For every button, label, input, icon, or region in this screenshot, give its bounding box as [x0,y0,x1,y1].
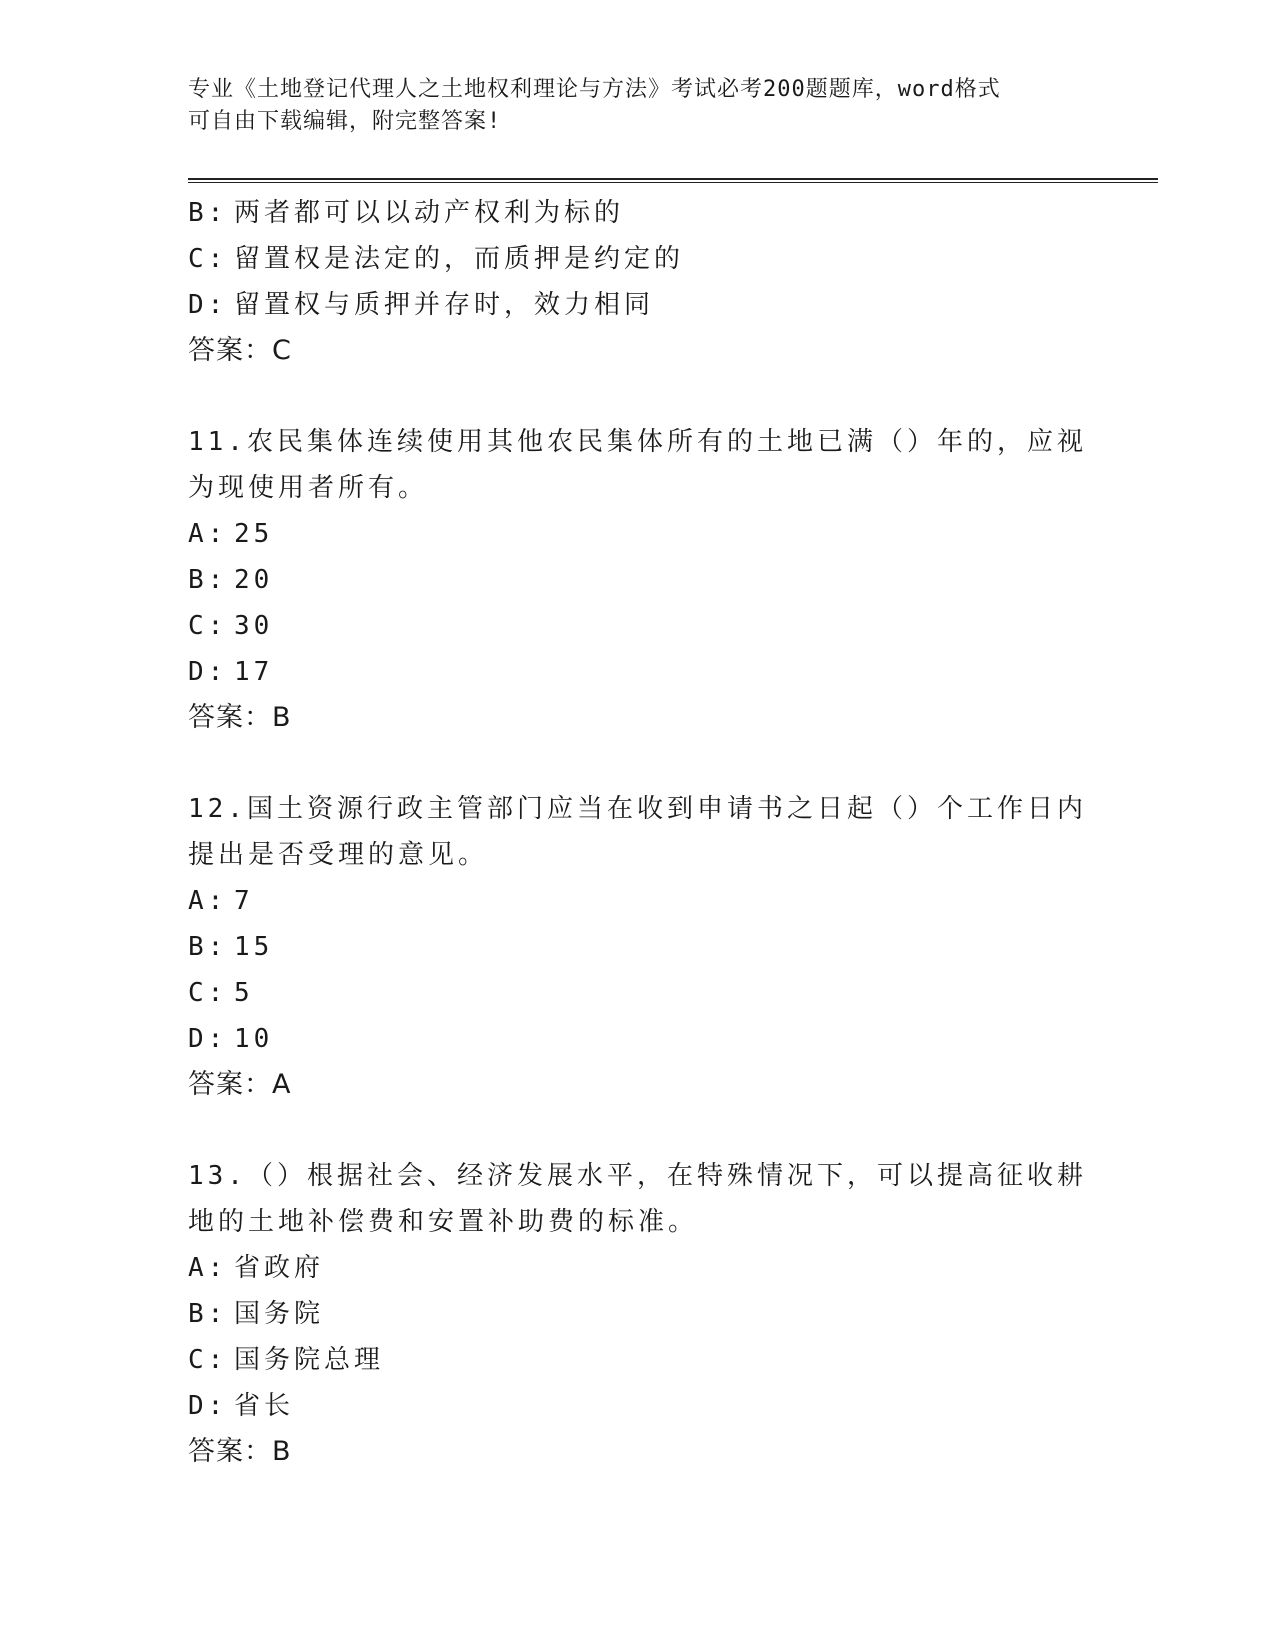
option-text: 留置权与质押并存时，效力相同 [234,290,655,320]
question-list [188,190,1088,1475]
document-header [188,74,1088,138]
question-block-12 [188,786,1088,1108]
option-text: 30 [234,611,274,641]
option-text: 两者都可以以动产权利为标的 [234,198,625,228]
option-a [188,511,1088,557]
option-text: 25 [234,519,274,549]
answer-line: 答案：C [188,335,292,366]
option-label: B: [188,565,228,595]
header-line-2: 可自由下载编辑，附完整答案! [188,109,502,134]
option-text: 15 [234,932,274,962]
option-text: 省长 [234,1391,295,1421]
option-label: C: [188,1345,228,1375]
option-text: 5 [234,978,254,1008]
option-text: 17 [234,657,274,687]
option-d [188,1383,1088,1429]
option-c [188,603,1088,649]
option-b [188,924,1088,970]
option-c [188,970,1088,1016]
question-block-13 [188,1153,1088,1475]
option-text: 省政府 [234,1253,325,1283]
answer-line: 答案：A [188,1069,292,1100]
option-label: A: [188,886,228,916]
option-label: A: [188,1253,228,1283]
option-d [188,649,1088,695]
option-b [188,557,1088,603]
option-text: 20 [234,565,274,595]
option-label: C: [188,978,228,1008]
option-label: D: [188,1024,228,1054]
option-label: B: [188,1299,228,1329]
header-line-1: 专业《土地登记代理人之土地权利理论与方法》考试必考200题题库，word格式 [188,77,1001,102]
question-stem: 13.（）根据社会、经济发展水平，在特殊情况下，可以提高征收耕地的土地补偿费和安置补助费的标准。 [188,1161,1087,1237]
option-a [188,1245,1088,1291]
option-a [188,878,1088,924]
option-label: B: [188,932,228,962]
option-d [188,282,1088,328]
option-label: C: [188,611,228,641]
option-label: C: [188,244,228,274]
option-text: 留置权是法定的，而质押是约定的 [234,244,685,274]
answer-line: 答案：B [188,1436,292,1467]
option-c [188,1337,1088,1383]
option-b [188,190,1088,236]
option-c [188,236,1088,282]
option-text: 国务院 [234,1299,325,1329]
option-text: 7 [234,886,254,916]
option-label: D: [188,1391,228,1421]
question-stem: 12.国土资源行政主管部门应当在收到申请书之日起（）个工作日内提出是否受理的意见。 [188,794,1087,870]
header-divider [188,178,1158,183]
option-label: A: [188,519,228,549]
option-text: 10 [234,1024,274,1054]
option-label: B: [188,198,228,228]
question-block-11 [188,419,1088,741]
option-d [188,1016,1088,1062]
option-label: D: [188,290,228,320]
option-b [188,1291,1088,1337]
answer-line: 答案：B [188,702,292,733]
question-stem: 11.农民集体连续使用其他农民集体所有的土地已满（）年的，应视为现使用者所有。 [188,427,1087,503]
option-label: D: [188,657,228,687]
option-text: 国务院总理 [234,1345,385,1375]
question-block-10 [188,190,1088,374]
